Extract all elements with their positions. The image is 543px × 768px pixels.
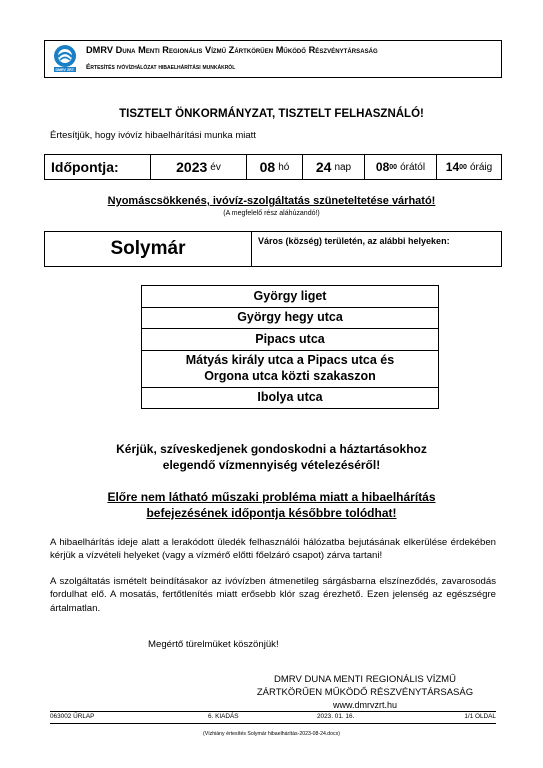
street-row: Ibolya utca: [257, 390, 323, 404]
date-label-cell: [45, 155, 151, 179]
date-table: [44, 154, 502, 180]
day-cell: [303, 155, 365, 179]
to-hour: 14: [445, 160, 460, 174]
signature-line-1: DMRV DUNA MENTI REGIONÁLIS VÍZMŰ: [274, 674, 456, 685]
paragraph-discoloration: A szolgáltatás ismételt beindításakor az ivóvízben átmenetileg sárgásbarna elszíneződés, zavarosodás fordulhat elő. A mosatás, fertőtlenítés miatt erősebb klór szag érezhető. Ezen jelenség az egészségre ártalmatlan.: [50, 576, 496, 614]
logo-text: DMRV ZRT.: [55, 68, 75, 72]
date-label: Időpontja:: [51, 159, 119, 175]
water-request: Kérjük, szíveskedjenek gondoskodni a háztartásokhoz elegendő vízmennyiség vételezéséről!: [116, 442, 427, 472]
from-time-cell: [365, 155, 437, 179]
underline-note: (A megfelelő rész aláhúzandó!): [223, 210, 320, 217]
footer-date: 2023. 01. 16.: [317, 713, 355, 720]
location-description: Város (község) területén, az alábbi helyeken:: [258, 236, 450, 246]
footer-page: 1/1 OLDAL: [464, 713, 496, 720]
year-unit: év: [210, 161, 221, 173]
organization-name: DMRV Duna Menti Regionális Vízmű Zártkörűen Működő Részvénytársaság: [86, 45, 378, 55]
street-row: György hegy utca: [142, 308, 438, 330]
city-name: Solymár: [45, 232, 252, 266]
from-min: 00: [389, 163, 398, 171]
street-row: Mátyás király utca a Pipacs utca és Orgona utca közti szakaszon: [142, 351, 438, 388]
year-cell: [151, 155, 247, 179]
month-cell: [247, 155, 303, 179]
dmrv-logo: [50, 43, 80, 73]
greeting: TISZTELT ÖNKORMÁNYZAT, TISZTELT FELHASZNÁLÓ!: [119, 108, 424, 120]
paragraph-closing-taps: A hibaelhárítás ideje alatt a lerakódott üledék felhasználói hálózatba bejutásának elkerülése érdekében kérjük a vízvételi helyeket (vagy a vízmérő előtti főelzáró csapot) zárva tartani!: [50, 537, 496, 562]
thanks-text: Megértő türelmüket köszönjük!: [148, 639, 279, 650]
to-unit: óráig: [469, 161, 493, 173]
to-min: 00: [459, 163, 467, 171]
intro-text: Értesítjük, hogy ivóvíz hibaelhárítási munka miatt: [50, 130, 256, 141]
street-row: György liget: [142, 286, 438, 308]
file-name: (Vízhiány értesítés Solymár hibaelhárítás-2023-08-24.docx): [203, 731, 340, 737]
footer-edition: 6. KIADÁS: [208, 713, 239, 720]
to-time-cell: [437, 155, 501, 179]
day-unit: nap: [334, 161, 352, 173]
street-row: Pipacs utca: [142, 329, 438, 351]
from-unit: órától: [400, 161, 426, 173]
document-subtitle: Értesítés ivóvízhálózat hibaelhárítási munkákról: [86, 64, 236, 71]
pressure-notice: Nyomáscsökkenés, ivóvíz-szolgáltatás szüneteltetése várható!: [107, 195, 436, 207]
delay-warning: Előre nem látható műszaki probléma miatt a hibaelhárítás befejezésének időpontja későbbre tolódhat!: [107, 490, 436, 520]
location-box: [44, 231, 502, 267]
month-value: 08: [259, 159, 276, 175]
month-unit: hó: [278, 161, 290, 173]
day-value: 24: [315, 159, 332, 175]
signature-line-2: ZÁRTKÖRŰEN MŰKÖDŐ RÉSZVÉNYTÁRSASÁG: [256, 687, 474, 698]
streets-table: [141, 285, 439, 409]
website: www.dmrvzrt.hu: [332, 700, 397, 710]
footer-form: 063002 ŰRLAP: [50, 713, 95, 720]
footer-bar: [50, 711, 496, 724]
year-value: 2023: [176, 159, 208, 175]
from-hour: 08: [375, 160, 390, 174]
